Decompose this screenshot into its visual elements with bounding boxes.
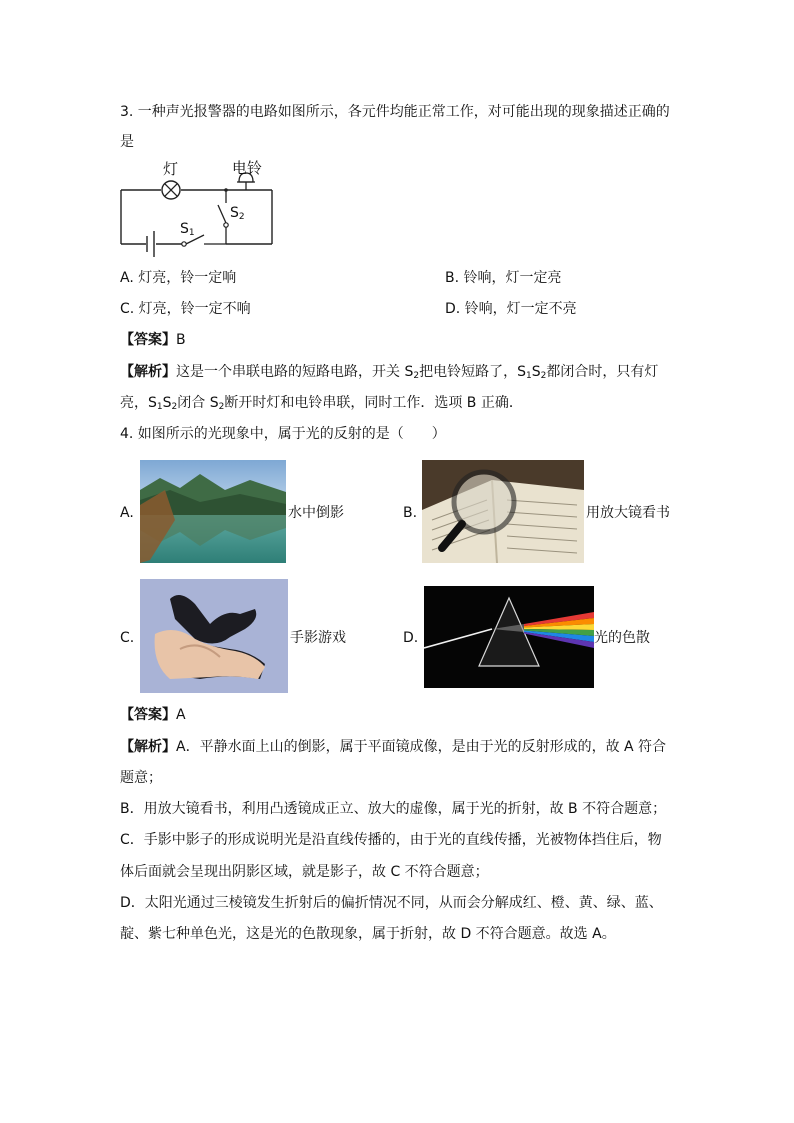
- q4-option-a-caption: 水中倒影: [288, 505, 344, 521]
- q4-analysis-line3: B．用放大镜看书，利用凸透镜成正立、放大的虚像，属于光的折射，故 B 不符合题意；: [120, 801, 667, 817]
- q3-option-c: C. 灯亮，铃一定不响: [120, 301, 251, 317]
- q4-option-a-letter: A.: [120, 505, 134, 521]
- q3-option-b: B. 铃响，灯一定亮: [445, 270, 562, 286]
- q4-answer: 【答案】A: [120, 707, 186, 723]
- q4-analysis-line7: 靛、紫七种单色光，这是光的色散现象，属于折射，故 D 不符合题意。故选 A。: [120, 926, 616, 942]
- q3-stem-line2: 是: [120, 134, 134, 150]
- hand-shadow-image: [140, 579, 288, 693]
- q4-analysis-line5: 体后面就会呈现出阴影区域，就是影子，故 C 不符合题意；: [120, 864, 489, 880]
- q3-analysis-line1: 【解析】这是一个串联电路的短路电路，开关 $S_2$把电铃短路了，$S_1S_2$都闭合时，只有灯: [120, 364, 659, 381]
- q3-option-a: A. 灯亮，铃一定响: [120, 270, 237, 286]
- switch-s2-icon: [218, 190, 228, 244]
- q4-stem: 4. 如图所示的光现象中，属于光的反射的是（ ）: [120, 426, 446, 442]
- lamp-icon: [162, 181, 180, 199]
- q4-option-d-caption: 光的色散: [594, 630, 650, 646]
- q4-option-b-caption: 用放大镜看书: [586, 505, 670, 521]
- s1-label: $S_1$: [180, 221, 195, 238]
- q4-option-c-letter: C.: [120, 630, 135, 646]
- lamp-label: 灯: [163, 160, 179, 178]
- q3-option-d: D. 铃响，灯一定不亮: [445, 301, 577, 317]
- prism-dispersion-image: [424, 586, 594, 688]
- q4-analysis-line1: 【解析】A．平静水面上山的倒影，属于平面镜成像，是由于光的反射形成的，故 A 符合: [120, 739, 667, 755]
- circuit-svg: [118, 155, 288, 265]
- lake-reflection-image: [140, 460, 286, 563]
- s2-label: $S_2$: [230, 205, 245, 222]
- q4-option-c-caption: 手影游戏: [290, 630, 346, 646]
- q3-analysis-line2: 亮，$S_1S_2$闭合 $S_2$断开时灯和电铃串联，同时工作．选项 B 正确．: [120, 395, 523, 412]
- q3-answer: 【答案】B: [120, 332, 186, 348]
- circuit-diagram: [118, 155, 288, 265]
- q4-option-d-letter: D.: [403, 630, 419, 646]
- q4-analysis-line2: 题意；: [120, 770, 162, 786]
- battery-icon: [147, 231, 154, 257]
- q4-option-b-letter: B.: [403, 505, 418, 521]
- q3-stem-line1: 3. 一种声光报警器的电路如图所示，各元件均能正常工作，对可能出现的现象描述正确的: [120, 104, 670, 120]
- bell-label: 电铃: [232, 159, 263, 177]
- q4-analysis-line6: D．太阳光通过三棱镜发生折射后的偏折情况不同，从而会分解成红、橙、黄、绿、蓝、: [120, 895, 663, 911]
- q4-analysis-line4: C．手影中影子的形成说明光是沿直线传播的，由于光的直线传播，光被物体挡住后，物: [120, 832, 662, 848]
- magnifier-book-image: [422, 460, 584, 563]
